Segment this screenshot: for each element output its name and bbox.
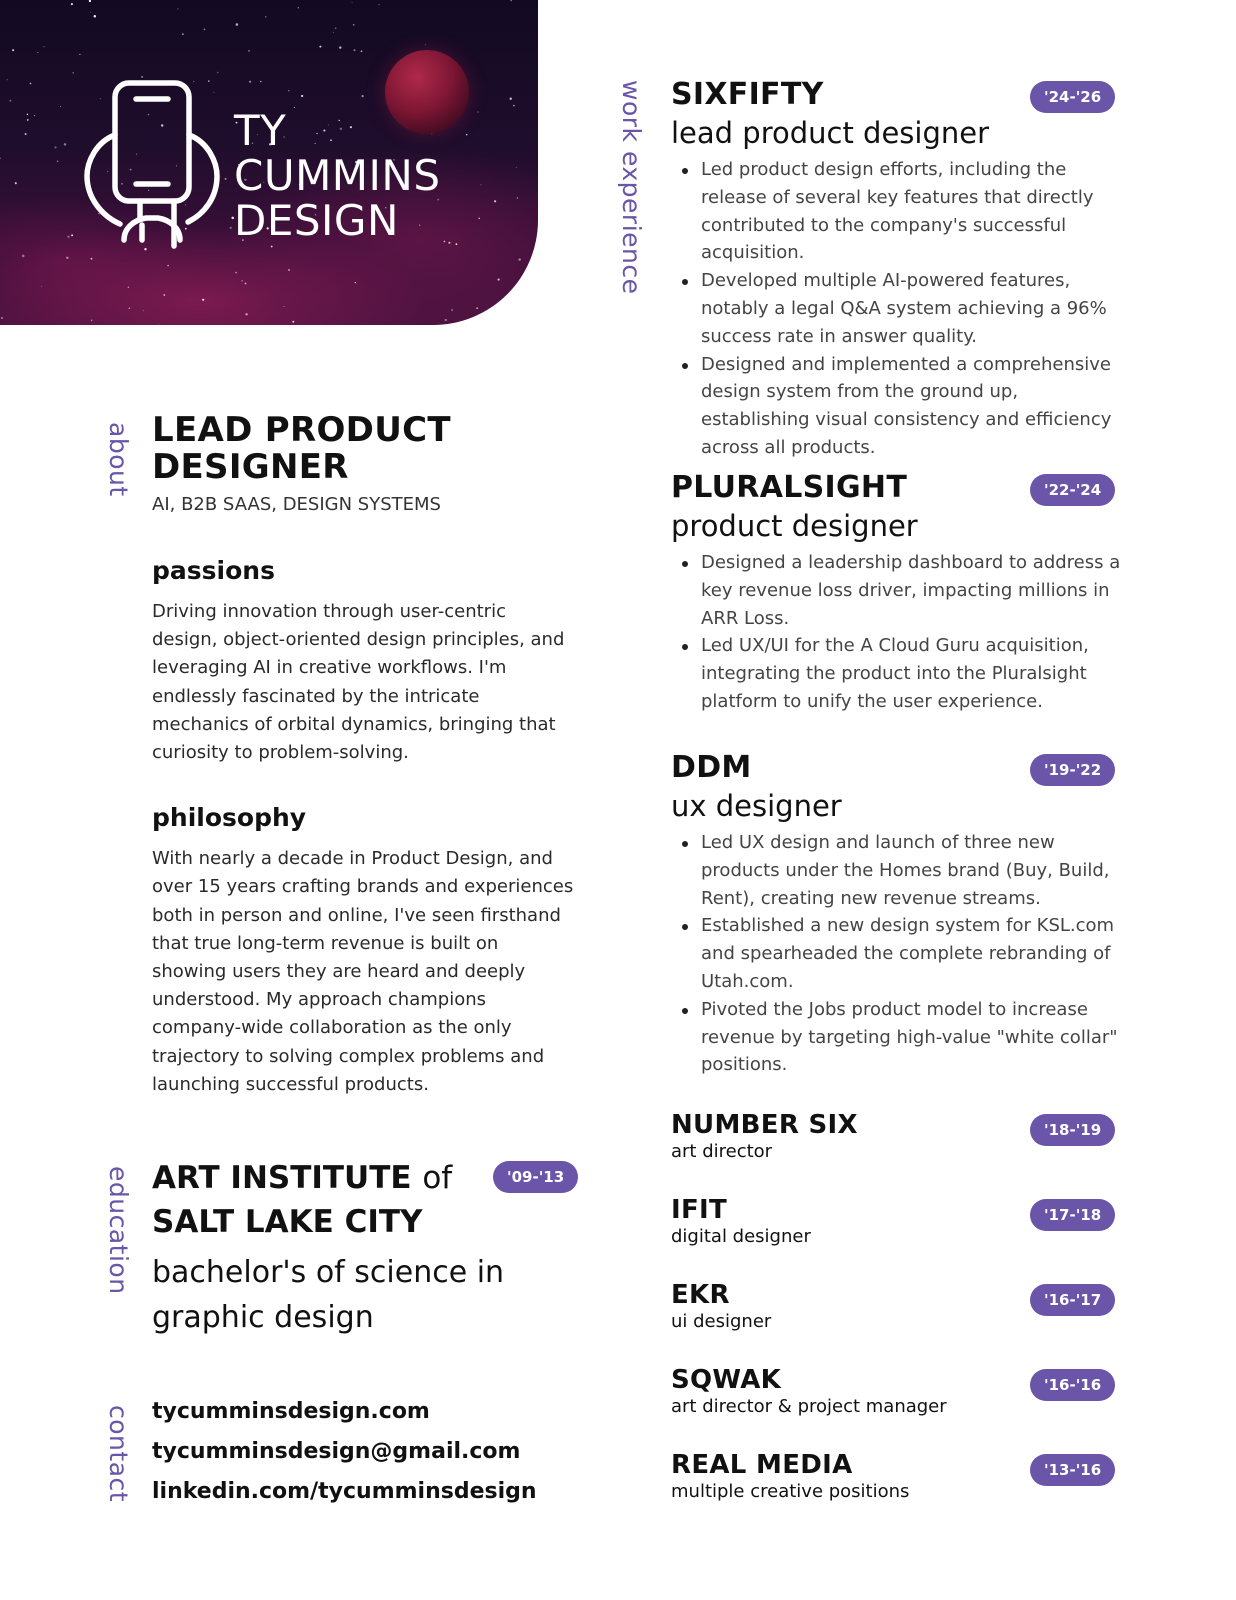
section-label-about: about (104, 422, 133, 497)
job-years-badge: '24-'26 (1030, 81, 1115, 113)
star (94, 15, 97, 18)
star (129, 308, 130, 309)
star (518, 258, 520, 260)
job-bullets (671, 829, 1126, 1079)
philosophy-heading: philosophy (152, 803, 307, 833)
star (12, 49, 14, 51)
star (361, 50, 363, 52)
job-role: digital designer (671, 1226, 811, 1247)
star (361, 95, 363, 97)
star (520, 290, 521, 291)
star (1, 317, 3, 319)
star (202, 299, 204, 301)
star (15, 182, 17, 184)
star (37, 52, 38, 53)
about-section (152, 412, 582, 1099)
logo-line: CUMMINS (234, 151, 441, 200)
star (353, 24, 355, 26)
star (89, 0, 91, 2)
contact-section (152, 1392, 582, 1512)
headline-line: LEAD PRODUCT (152, 410, 451, 450)
star (476, 307, 477, 308)
star (225, 178, 227, 180)
star (143, 310, 144, 311)
star (245, 283, 247, 285)
school-name-line: SALT LAKE CITY (152, 1204, 423, 1240)
star (517, 197, 518, 198)
star (34, 115, 35, 116)
star (158, 324, 159, 325)
star (288, 90, 289, 91)
section-label-education: education (104, 1166, 133, 1295)
star (284, 306, 285, 307)
star (7, 79, 8, 80)
logo-line: TY (234, 106, 287, 155)
star (64, 143, 67, 146)
job-bullet: Led UX/UI for the A Cloud Guru acquisition, integrating the product into the Pluralsight platform to unify the user experience. (671, 632, 1126, 715)
logo-line: DESIGN (234, 196, 399, 245)
job-company: PLURALSIGHT (671, 470, 908, 505)
passions-text: Driving innovation through user-centric design, object-oriented design principles, and leveraging AI in creative workflows. I'm endlessly fascinated by the intricate mechanics of orbital dynamics, bringing that curiosity to problem-solving. (152, 601, 565, 764)
degree: bachelor's of science in graphic design (152, 1255, 505, 1335)
star (445, 319, 447, 321)
passions-heading: passions (152, 556, 275, 585)
headline-subtitle: AI, B2B SAAS, DESIGN SYSTEMS (152, 494, 441, 515)
star (60, 106, 61, 107)
star (217, 72, 219, 74)
star (335, 27, 337, 29)
star (516, 167, 517, 168)
star (466, 134, 468, 136)
star (235, 272, 237, 274)
star (481, 184, 482, 185)
job-company: EKR (671, 1280, 730, 1310)
star (79, 54, 80, 55)
job-sixfifty (671, 77, 1126, 462)
job-company: SIXFIFTY (671, 77, 824, 112)
star (510, 0, 511, 1)
job-bullet: Led product design efforts, including the release of several key features that directly contributed to the company's successful acquisition. (671, 156, 1126, 267)
star (67, 236, 69, 238)
job-role: art director (671, 1141, 773, 1162)
job-company: SQWAK (671, 1365, 782, 1395)
star (27, 119, 29, 121)
star (91, 320, 93, 322)
star (378, 4, 379, 5)
star (91, 258, 93, 260)
job-role: ui designer (671, 1311, 772, 1332)
job-years-badge: '18-'19 (1030, 1114, 1115, 1146)
section-label-contact: contact (104, 1405, 133, 1503)
school-name-of: of (422, 1160, 453, 1196)
star (248, 50, 250, 52)
star (301, 95, 303, 97)
job-years-badge: '17-'18 (1030, 1199, 1115, 1231)
job-role: art director & project manager (671, 1396, 947, 1417)
star (27, 114, 28, 115)
job-bullets (671, 549, 1126, 716)
star (249, 81, 251, 83)
headline (152, 412, 582, 486)
school-name-line: ART INSTITUTE (152, 1160, 412, 1196)
star (292, 321, 294, 323)
job-role: product designer (671, 509, 918, 543)
star (167, 265, 169, 267)
star (230, 227, 232, 229)
star (448, 242, 450, 244)
star (494, 200, 496, 202)
star (204, 29, 206, 31)
website-link[interactable]: tycumminsdesign.com (152, 1399, 430, 1424)
job-company: DDM (671, 750, 752, 785)
star (41, 286, 42, 287)
star (339, 46, 341, 48)
star (43, 46, 44, 47)
email-link[interactable]: tycumminsdesign@gmail.com (152, 1439, 521, 1464)
job-bullets (671, 156, 1126, 462)
star (260, 81, 262, 83)
star (513, 105, 515, 107)
star (477, 111, 478, 112)
star (66, 257, 68, 259)
star (510, 98, 512, 100)
job-bullet: Established a new design system for KSL.com and spearheaded the complete rebranding of Utah.com. (671, 912, 1126, 995)
job-role: multiple creative positions (671, 1481, 910, 1502)
job-ddm (671, 750, 1126, 1079)
star (177, 8, 178, 9)
phone-rocket-icon (84, 80, 224, 250)
job-years-badge: '13-'16 (1030, 1454, 1115, 1486)
star (90, 12, 91, 13)
star (444, 241, 446, 243)
job-company: NUMBER SIX (671, 1110, 858, 1140)
star (455, 243, 457, 245)
job-bullet: Designed and implemented a comprehensive design system from the ground up, establishing visual consistency and efficiency across all products. (671, 351, 1126, 462)
linkedin-link[interactable]: linkedin.com/tycumminsdesign (152, 1479, 537, 1504)
star (182, 33, 184, 35)
star (54, 146, 56, 148)
star (163, 294, 165, 296)
star (25, 133, 27, 135)
star (72, 72, 74, 74)
job-role: ux designer (671, 789, 842, 823)
job-years-badge: '22-'24 (1030, 474, 1115, 506)
star (22, 255, 25, 258)
job-years-badge: '19-'22 (1030, 754, 1115, 786)
star (333, 32, 334, 33)
job-bullet: Led UX design and launch of three new products under the Homes brand (Buy, Build, Rent), creating new revenue streams. (671, 829, 1126, 912)
star (57, 161, 59, 163)
star (265, 16, 266, 17)
header-banner (0, 0, 538, 325)
star (141, 76, 143, 78)
job-years-badge: '16-'16 (1030, 1369, 1115, 1401)
star (30, 83, 32, 85)
job-pluralsight (671, 470, 1126, 716)
star (498, 279, 500, 281)
star (271, 246, 273, 248)
star (71, 234, 73, 236)
star (0, 157, 1, 159)
star (245, 313, 247, 315)
job-bullet: Developed multiple AI-powered features, notably a legal Q&A system achieving a 96% success rate in answer quality. (671, 267, 1126, 350)
star (352, 2, 353, 3)
star (353, 49, 355, 51)
star (425, 44, 426, 45)
star (241, 280, 243, 282)
star (71, 3, 73, 5)
education-years-badge: '09-'13 (493, 1161, 578, 1193)
philosophy-text: With nearly a decade in Product Design, and over 15 years crafting brands and experiences both in person and online, I've seen firsthand that true long-term revenue is built on showing users they are heard and deeply understood. My approach champions company-wide collaboration as the only trajectory to solving complex problems and launching successful products. (152, 848, 574, 1095)
headline-line: DESIGNER (152, 447, 349, 487)
star (288, 269, 290, 271)
star (478, 218, 479, 219)
logo-wordmark (234, 108, 441, 243)
job-company: REAL MEDIA (671, 1450, 853, 1480)
job-years-badge: '16-'17 (1030, 1284, 1115, 1316)
job-bullet: Pivoted the Jobs product model to increase revenue by targeting high-value "white collar" positions. (671, 996, 1126, 1079)
star (9, 100, 11, 102)
star (128, 286, 130, 288)
star (319, 46, 321, 48)
star (451, 309, 453, 311)
section-label-work-experience: work experience (617, 80, 646, 295)
job-company: IFIT (671, 1195, 728, 1225)
star (298, 7, 299, 8)
job-role: lead product designer (671, 116, 990, 150)
job-bullet: Designed a leadership dashboard to address a key revenue loss driver, impacting millions in ARR Loss. (671, 549, 1126, 632)
star (355, 282, 356, 283)
star (236, 23, 239, 26)
